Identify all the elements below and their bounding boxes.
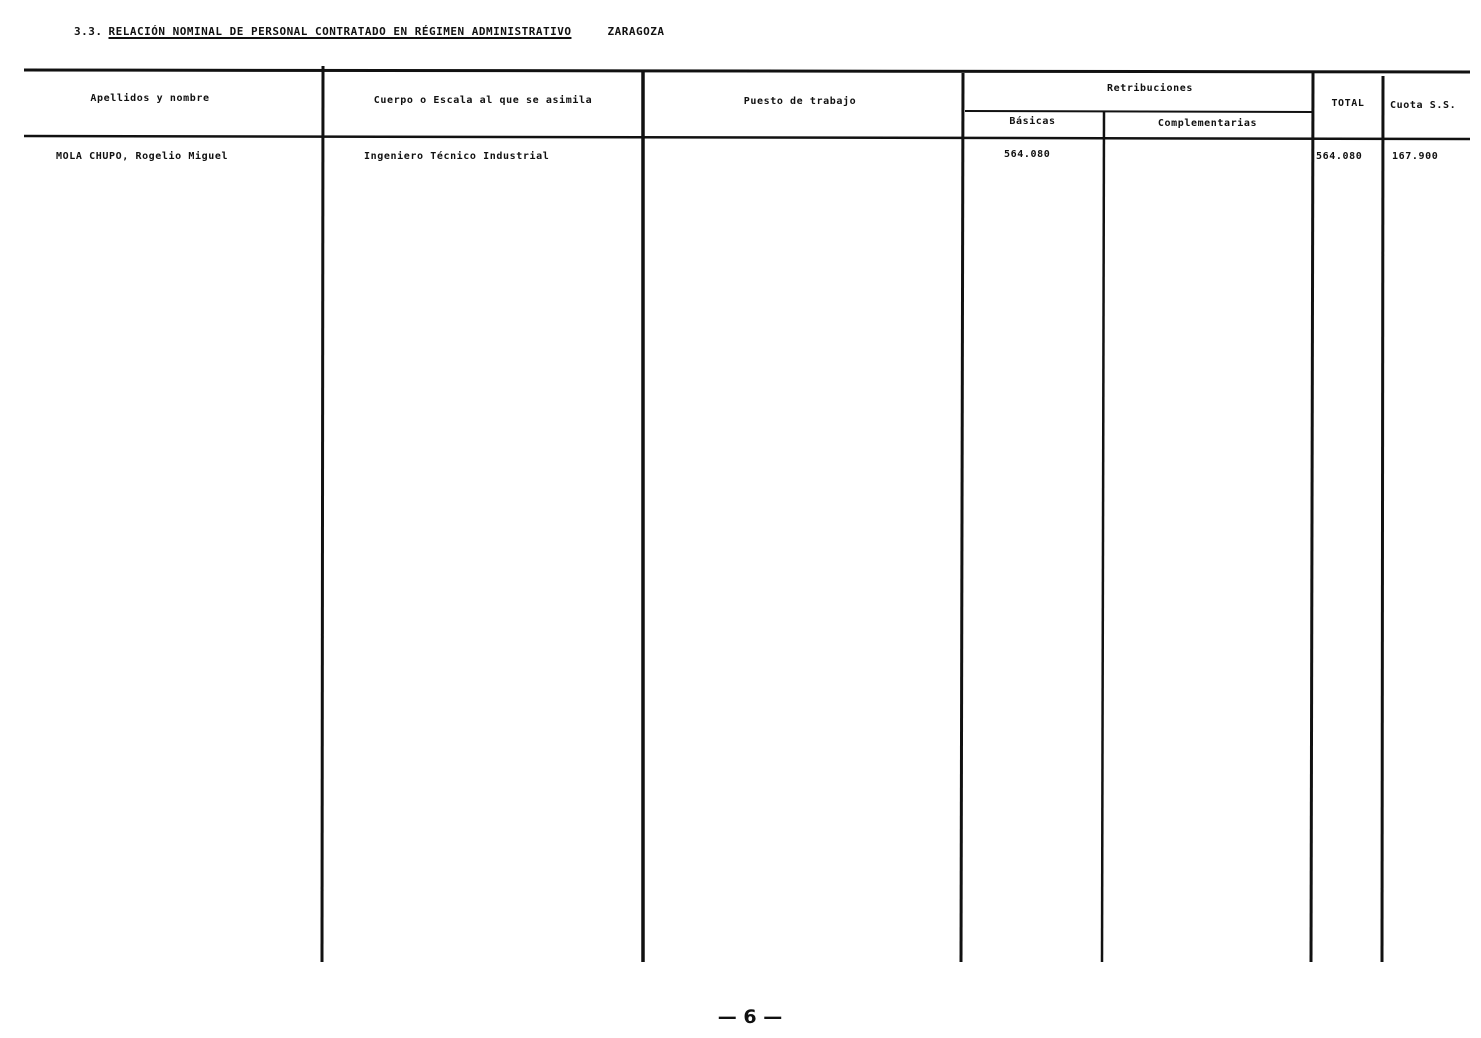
column-divider-3: [961, 73, 963, 962]
header-position: Puesto de trabajo: [743, 96, 857, 107]
header-category: Cuerpo o Escala al que se asimila: [373, 95, 593, 106]
cell-basic: 564.080: [1004, 149, 1051, 160]
header-total: TOTAL: [1331, 98, 1365, 109]
column-divider-6: [1382, 76, 1383, 962]
header-basic: Básicas: [1009, 116, 1056, 127]
header-bottom-border: [24, 136, 1470, 139]
column-divider-5: [1311, 73, 1313, 962]
cell-name: MOLA CHUPO, Rogelio Miguel: [56, 151, 229, 162]
retributions-subdivider: [965, 111, 1312, 112]
table-top-border: [24, 70, 1470, 72]
section-number: 3.3.: [74, 25, 103, 38]
page-number: — 6 —: [717, 1006, 783, 1028]
header-name: Apellidos y nombre: [90, 93, 210, 104]
header-social-security: Cuota S.S.: [1390, 100, 1457, 111]
location-label: ZARAGOZA: [607, 25, 665, 38]
section-title: RELACIÓN NOMINAL DE PERSONAL CONTRATADO EN RÉGIMEN ADMINISTRATIVO: [108, 25, 572, 38]
cell-social-security: 167.900: [1392, 151, 1439, 162]
cell-total: 564.080: [1316, 151, 1363, 162]
column-divider-1: [322, 66, 323, 962]
cell-category: Ingeniero Técnico Industrial: [364, 151, 550, 162]
header-retributions: Retribuciones: [1106, 83, 1194, 94]
column-divider-4: [1102, 112, 1104, 962]
header-complementary: Complementarias: [1157, 118, 1258, 129]
